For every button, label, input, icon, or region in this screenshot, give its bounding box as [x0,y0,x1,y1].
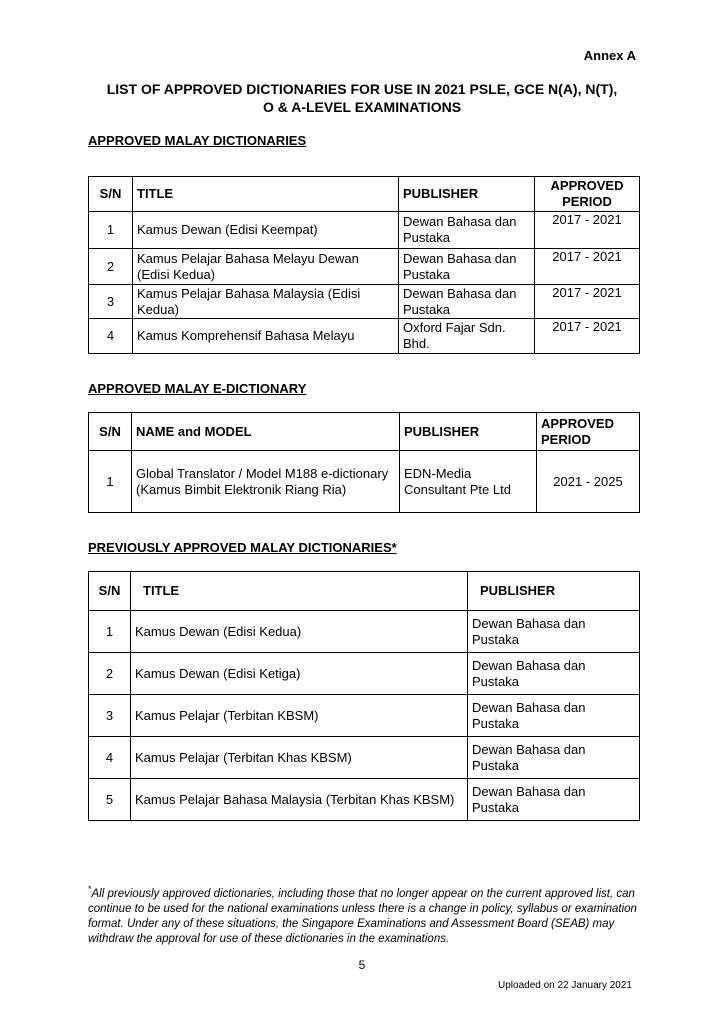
cell-sn: 1 [89,212,133,249]
cell-publisher: Dewan Bahasa dan Pustaka [399,249,535,285]
cell-publisher: Dewan Bahasa dan Pustaka [468,737,640,779]
cell-period: 2017 - 2021 [535,212,640,249]
table-row [89,319,640,354]
table-row [89,737,640,779]
table-header-row [89,413,640,451]
cell-title: Kamus Dewan (Edisi Ketiga) [131,653,468,695]
header-title: TITLE [131,572,468,611]
header-publisher: PUBLISHER [399,177,535,212]
annex-label: Annex A [583,48,636,63]
cell-sn: 4 [89,737,131,779]
cell-publisher: Dewan Bahasa dan Pustaka [399,212,535,249]
approved-dictionaries-table [88,176,640,354]
footnote [88,884,640,947]
table-row [89,653,640,695]
table-row [89,212,640,249]
footnote-text: All previously approved dictionaries, including those that no longer appear on the current approved list, can continue to be used for the national examinations unless there is a change in policy, syllabus or examination format. Under any of these situations, the Singapore Examinations and Assessment Board (SEAB) may withdraw the approval for use of these dictionaries in the examinations. [88,888,637,945]
cell-title: Kamus Pelajar (Terbitan Khas KBSM) [131,737,468,779]
header-sn: S/N [89,177,133,212]
cell-publisher: EDN-Media Consultant Pte Ltd [400,451,537,513]
cell-sn: 2 [89,249,133,285]
cell-sn: 3 [89,695,131,737]
table-row [89,611,640,653]
cell-sn: 1 [89,611,131,653]
section-heading-approved: APPROVED MALAY DICTIONARIES [88,133,307,148]
table-header-row [89,177,640,212]
table-row [89,695,640,737]
header-sn: S/N [89,413,132,451]
cell-period: 2017 - 2021 [535,319,640,354]
cell-publisher: Dewan Bahasa dan Pustaka [399,285,535,319]
footnote-marker: * [88,884,92,895]
header-period: APPROVED PERIOD [535,177,640,212]
cell-publisher: Dewan Bahasa dan Pustaka [468,779,640,821]
cell-name-model: Global Translator / Model M188 e-dictionary (Kamus Bimbit Elektronik Riang Ria) [132,451,400,513]
cell-sn: 5 [89,779,131,821]
table-row [89,779,640,821]
title-line-2: O & A-LEVEL EXAMINATIONS [262,99,462,115]
cell-title: Kamus Pelajar Bahasa Melayu Dewan (Edisi Kedua) [133,249,399,285]
cell-sn: 1 [89,451,132,513]
cell-period: 2021 - 2025 [537,451,640,513]
cell-publisher: Dewan Bahasa dan Pustaka [468,611,640,653]
cell-sn: 4 [89,319,133,354]
cell-period: 2017 - 2021 [535,249,640,285]
cell-title: Kamus Dewan (Edisi Keempat) [133,212,399,249]
cell-period: 2017 - 2021 [535,285,640,319]
document-title [60,80,664,116]
cell-title: Kamus Komprehensif Bahasa Melayu [133,319,399,354]
table-row [89,451,640,513]
section-heading-previously-approved: PREVIOUSLY APPROVED MALAY DICTIONARIES* [88,540,397,555]
header-publisher: PUBLISHER [468,572,640,611]
cell-sn: 3 [89,285,133,319]
header-name-model: NAME and MODEL [132,413,400,451]
cell-sn: 2 [89,653,131,695]
cell-title: Kamus Pelajar Bahasa Malaysia (Terbitan Khas KBSM) [131,779,468,821]
cell-publisher: Dewan Bahasa dan Pustaka [468,695,640,737]
page-number: 5 [358,958,366,972]
previously-approved-table [88,571,640,821]
section-heading-e-dictionary: APPROVED MALAY E-DICTIONARY [88,381,307,396]
cell-title: Kamus Pelajar Bahasa Malaysia (Edisi Kedua) [133,285,399,319]
title-line-1: LIST OF APPROVED DICTIONARIES FOR USE IN 2021 PSLE, GCE N(A), N(T), [106,81,618,97]
cell-publisher: Dewan Bahasa dan Pustaka [468,653,640,695]
header-publisher: PUBLISHER [400,413,537,451]
header-sn: S/N [89,572,131,611]
cell-title: Kamus Pelajar (Terbitan KBSM) [131,695,468,737]
upload-date: Uploaded on 22 January 2021 [498,980,632,991]
table-row [89,285,640,319]
cell-publisher: Oxford Fajar Sdn. Bhd. [399,319,535,354]
cell-title: Kamus Dewan (Edisi Kedua) [131,611,468,653]
header-title: TITLE [133,177,399,212]
table-row [89,249,640,285]
header-period: APPROVED PERIOD [537,413,640,451]
table-header-row [89,572,640,611]
approved-e-dictionary-table [88,412,640,513]
